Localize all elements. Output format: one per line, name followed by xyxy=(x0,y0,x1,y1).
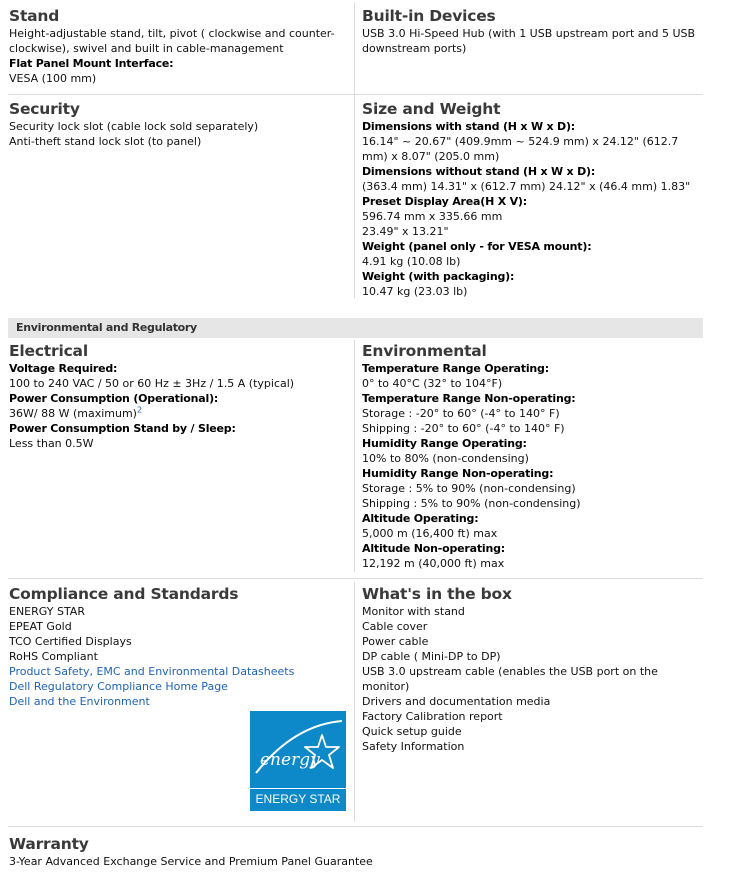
stand-section xyxy=(9,7,339,86)
security-item: Anti-theft stand lock slot (to panel) xyxy=(9,135,202,148)
dims-without-stand-value: (363.4 mm) 14.31" x (612.7 mm) 24.12" x (46.4 mm) 1.83" xyxy=(362,180,691,193)
dims-without-stand-label: Dimensions without stand (H x W x D): xyxy=(362,165,596,178)
section-divider xyxy=(8,578,703,579)
humidity-nonoperating-shipping: Shipping : 5% to 90% (non-condensing) xyxy=(362,497,581,510)
compliance-item: RoHS Compliant xyxy=(9,650,98,663)
electrical-section xyxy=(9,342,349,451)
power-operational-row xyxy=(9,406,349,421)
section-divider xyxy=(8,826,703,827)
size-weight-section xyxy=(362,100,702,299)
environmental-section xyxy=(362,342,702,571)
altitude-operating-label: Altitude Operating: xyxy=(362,512,479,525)
temp-nonoperating-shipping: Shipping : -20° to 60° (-4° to 140° F) xyxy=(362,422,565,435)
compliance-title: Compliance and Standards xyxy=(9,585,239,603)
stand-description: Height-adjustable stand, tilt, pivot ( clockwise and counter-clockwise), swivel and built in cable-management xyxy=(9,27,335,55)
altitude-nonoperating-label: Altitude Non-operating: xyxy=(362,542,505,555)
dims-with-stand-value: 16.14" ~ 20.67" (409.9mm ~ 524.9 mm) x 24.12" (612.7 mm) x 8.07" (205.0 mm) xyxy=(362,135,679,163)
regulatory-compliance-link[interactable]: Dell Regulatory Compliance Home Page xyxy=(9,680,228,693)
energy-star-icon xyxy=(250,711,346,789)
box-item: Drivers and documentation media xyxy=(362,695,551,708)
temp-nonoperating-label: Temperature Range Non-operating: xyxy=(362,392,576,405)
box-contents-title: What's in the box xyxy=(362,585,512,603)
box-item: Factory Calibration report xyxy=(362,710,503,723)
product-safety-link[interactable]: Product Safety, EMC and Environmental Datasheets xyxy=(9,665,295,678)
power-standby-value: Less than 0.5W xyxy=(9,437,94,450)
column-divider xyxy=(354,2,355,298)
compliance-section xyxy=(9,585,349,709)
energy-star-text: ENERGY STAR xyxy=(250,788,346,809)
compliance-item: ENERGY STAR xyxy=(9,605,85,618)
box-item: Cable cover xyxy=(362,620,428,633)
box-item: DP cable ( Mini-DP to DP) xyxy=(362,650,501,663)
security-item: Security lock slot (cable lock sold separately) xyxy=(9,120,259,133)
warranty-title: Warranty xyxy=(9,835,89,853)
env-regulatory-header xyxy=(8,318,703,338)
power-operational-value: 36W/ 88 W (maximum) xyxy=(9,407,137,420)
warranty-section xyxy=(9,835,699,869)
humidity-nonoperating-label: Humidity Range Non-operating: xyxy=(362,467,554,480)
box-item: Monitor with stand xyxy=(362,605,465,618)
humidity-nonoperating-storage: Storage : 5% to 90% (non-condensing) xyxy=(362,482,576,495)
power-operational-label: Power Consumption (Operational): xyxy=(9,392,219,405)
preset-area-in: 23.49" x 13.21" xyxy=(362,225,449,238)
env-regulatory-title: Environmental and Regulatory xyxy=(16,321,197,334)
section-divider xyxy=(8,94,703,95)
security-title: Security xyxy=(9,100,80,118)
weight-packaging-label: Weight (with packaging): xyxy=(362,270,515,283)
altitude-nonoperating-value: 12,192 m (40,000 ft) max xyxy=(362,557,505,570)
box-item: USB 3.0 upstream cable (enables the USB port on the monitor) xyxy=(362,665,658,693)
box-item: Safety Information xyxy=(362,740,465,753)
stand-title: Stand xyxy=(9,7,60,25)
dell-environment-link[interactable]: Dell and the Environment xyxy=(9,695,150,708)
box-item: Power cable xyxy=(362,635,429,648)
builtin-devices-description: USB 3.0 Hi-Speed Hub (with 1 USB upstream port and 5 USB downstream ports) xyxy=(362,27,696,55)
column-divider xyxy=(354,582,355,822)
compliance-item: TCO Certified Displays xyxy=(9,635,132,648)
humidity-operating-value: 10% to 80% (non-condensing) xyxy=(362,452,529,465)
security-section xyxy=(9,100,349,149)
mount-interface-value: VESA (100 mm) xyxy=(9,72,97,85)
mount-interface-label: Flat Panel Mount Interface: xyxy=(9,57,174,70)
column-divider xyxy=(354,340,355,572)
box-contents-section xyxy=(362,585,707,754)
temp-nonoperating-storage: Storage : -20° to 60° (-4° to 140° F) xyxy=(362,407,560,420)
box-item: Quick setup guide xyxy=(362,725,462,738)
preset-area-mm: 596.74 mm x 335.66 mm xyxy=(362,210,503,223)
footnote-link[interactable]: 2 xyxy=(136,405,143,415)
dims-with-stand-label: Dimensions with stand (H x W x D): xyxy=(362,120,575,133)
preset-area-label: Preset Display Area(H X V): xyxy=(362,195,527,208)
energy-script-text: energy xyxy=(260,750,320,770)
warranty-description: 3-Year Advanced Exchange Service and Premium Panel Guarantee xyxy=(9,855,373,868)
builtin-devices-title: Built-in Devices xyxy=(362,7,496,25)
compliance-item: EPEAT Gold xyxy=(9,620,72,633)
builtin-devices-section xyxy=(362,7,702,56)
weight-panel-label: Weight (panel only - for VESA mount): xyxy=(362,240,592,253)
size-weight-title: Size and Weight xyxy=(362,100,501,118)
weight-panel-value: 4.91 kg (10.08 lb) xyxy=(362,255,461,268)
electrical-title: Electrical xyxy=(9,342,88,360)
temp-operating-value: 0° to 40°C (32° to 104°F) xyxy=(362,377,503,390)
voltage-value: 100 to 240 VAC / 50 or 60 Hz ± 3Hz / 1.5 A (typical) xyxy=(9,377,295,390)
environmental-title: Environmental xyxy=(362,342,487,360)
altitude-operating-value: 5,000 m (16,400 ft) max xyxy=(362,527,498,540)
humidity-operating-label: Humidity Range Operating: xyxy=(362,437,527,450)
voltage-label: Voltage Required: xyxy=(9,362,118,375)
weight-packaging-value: 10.47 kg (23.03 lb) xyxy=(362,285,468,298)
power-standby-label: Power Consumption Stand by / Sleep: xyxy=(9,422,236,435)
energy-star-logo xyxy=(250,711,346,811)
temp-operating-label: Temperature Range Operating: xyxy=(362,362,549,375)
